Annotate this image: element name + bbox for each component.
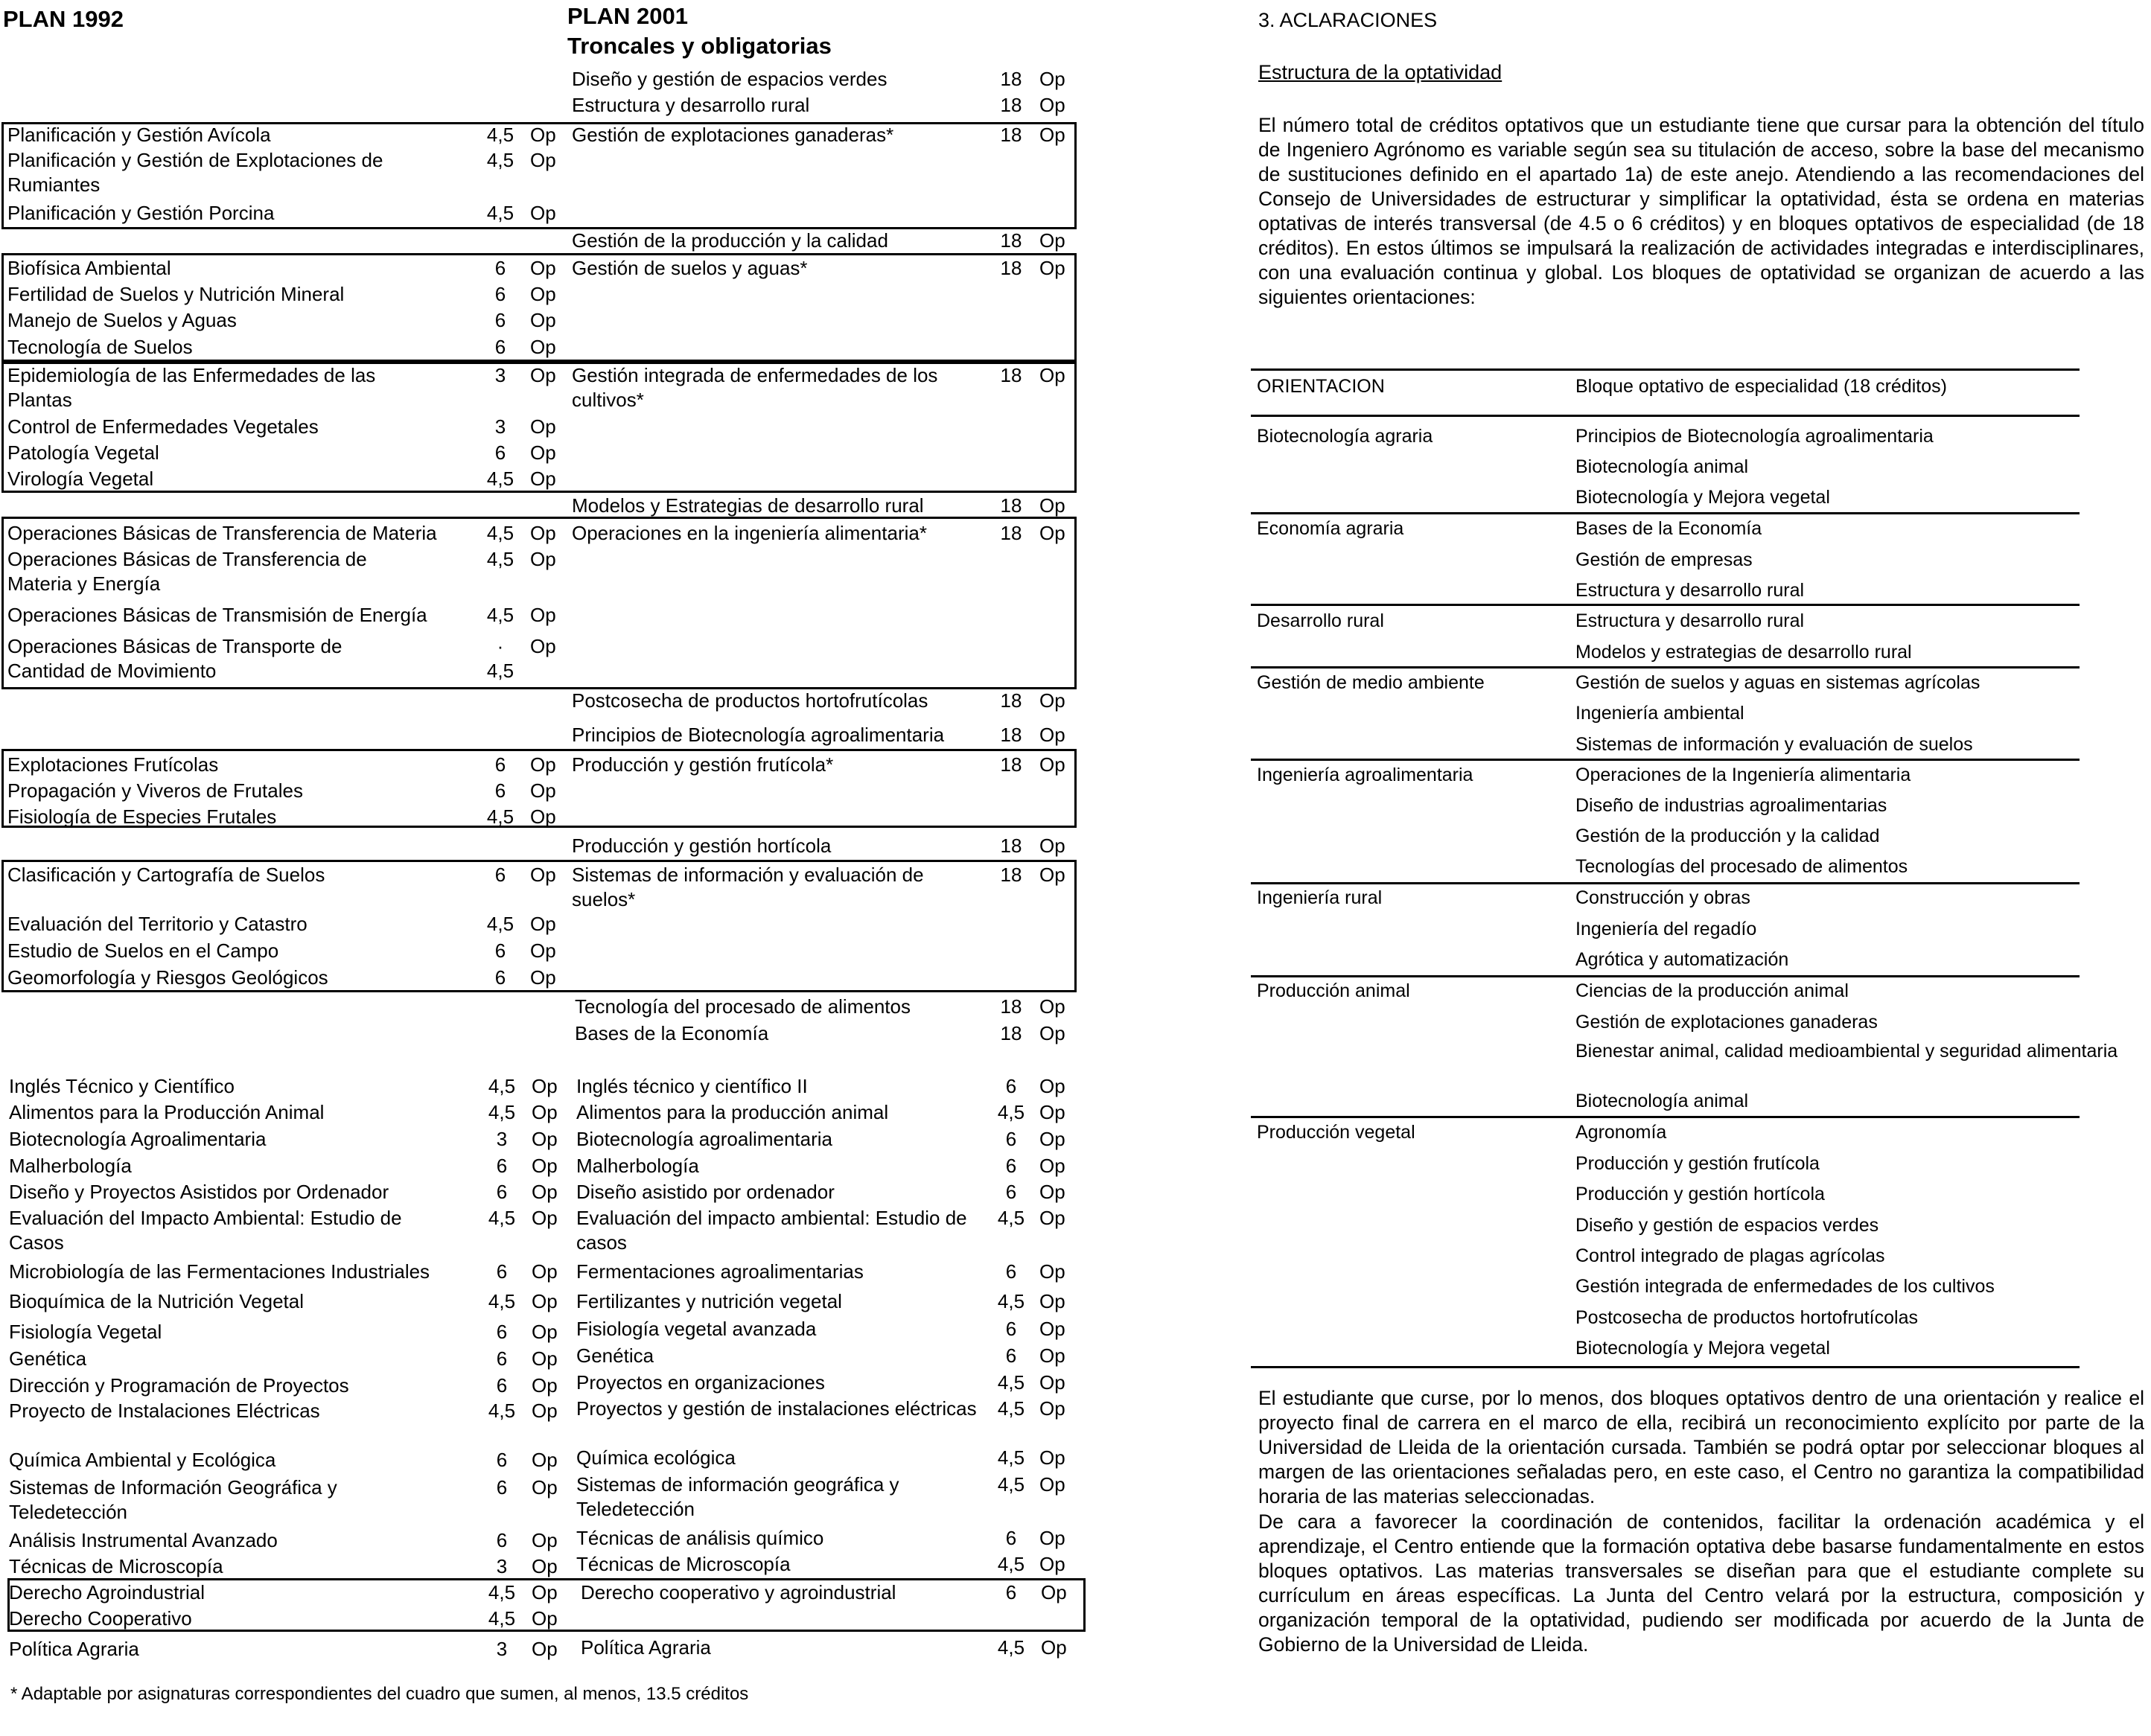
table-rule [1251, 666, 2080, 668]
table-rule [1251, 604, 2080, 606]
table-rule [1251, 512, 2080, 514]
table-rule [1251, 1366, 2080, 1368]
footnote: * Adaptable por asignaturas correspondientes del cuadro que sumen, al menos, 13.5 créditos [10, 1684, 749, 1704]
table-rule [1251, 759, 2080, 761]
recognition-paragraph: El estudiante que curse, por lo menos, dos bloques optativos dentro de una orientación y realice el proyecto final de carrera en el marco de ella, recibirá un reconocimiento explícito por parte de la Universidad de Lleida de la orientación cursada. También se podrá optar por seleccionar bloques al margen de las orientaciones señaladas pero, en este caso, el Centro no garantiza la compatibilidad horaria de las materias seleccionadas. [1258, 1387, 2144, 1507]
table-rule [1251, 1116, 2080, 1118]
section-title: 3. ACLARACIONES [1258, 9, 1438, 31]
table-rule [1251, 415, 2080, 417]
table-rule [1251, 368, 2080, 371]
plan-1992-heading: PLAN 1992 [3, 6, 124, 32]
table-rule [1251, 882, 2080, 884]
troncales-heading: Troncales y obligatorias [567, 33, 832, 59]
section-subtitle: Estructura de la optatividad [1258, 61, 1502, 83]
plan-2001-heading: PLAN 2001 [567, 3, 688, 29]
intro-paragraph: El número total de créditos optativos que un estudiante tiene que cursar para la obtención del título de Ingeniero Agrónomo es variable según sea su titulación de acceso, sobre la base del mecanismo de sustituciones definido en el apartado 1a) de este anejo. Atendiendo a las recomendaciones del Consejo de Universidades de estructurar y simplificar la optatividad, ésta se ordena en materias optativas de interés transversal (de 4.5 o 6 créditos) y en bloques optativos de especialidad (de 18 créditos). En estos últimos se impulsará la realización de actividades integradas e interdisciplinares, con una evaluación continua y global. Los bloques de optatividad se organizan de acuerdo a las siguientes orientaciones: [1258, 114, 2144, 308]
coordination-paragraph: De cara a favorecer la coordinación de contenidos, facilitar la ordenación académica y el aprendizaje, el Centro entiende que la formación optativa debe basarse fundamentalmente en estos bloques optativos. Las materias transversales se diseñan para que el estudiante complete su currículum en áreas específicas. La Junta del Centro velará por la estructura, composición y organización temporal de la optatividad, pudiendo ser modificada por acuerdo de la Junta de Gobierno de la Universidad de Lleida. [1258, 1510, 2144, 1656]
table-rule [1251, 975, 2080, 977]
